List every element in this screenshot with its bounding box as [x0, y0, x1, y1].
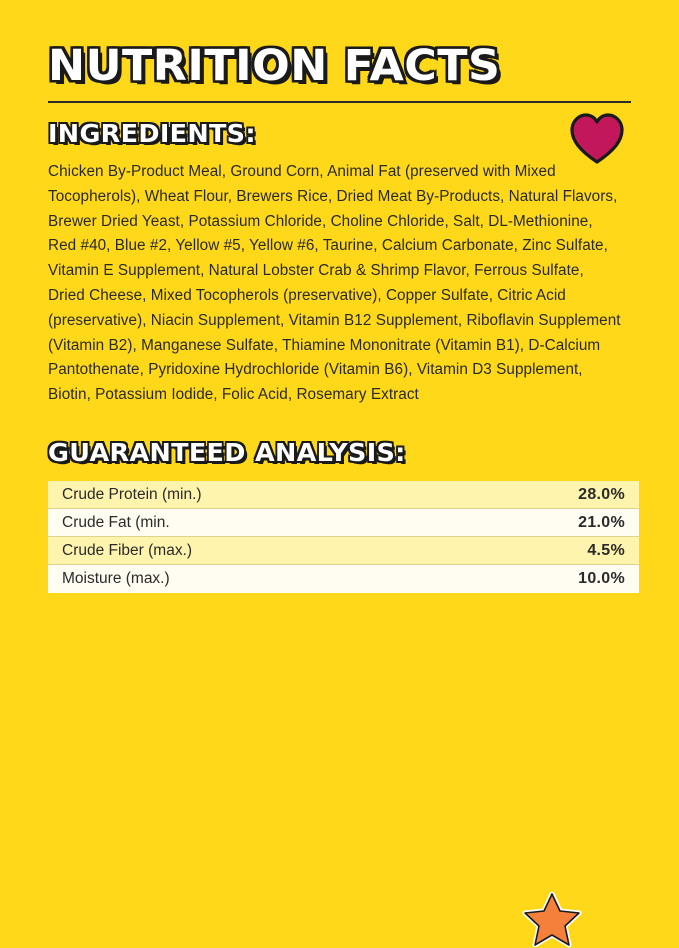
guaranteed-analysis-table [48, 481, 639, 593]
guaranteed-analysis-heading: GUARANTEED ANALYSIS: [48, 437, 406, 467]
table-row [48, 481, 639, 509]
nutrient-value: 21.0% [456, 509, 639, 537]
nutrient-label: Moisture (max.) [48, 565, 456, 593]
heart-icon [569, 112, 625, 164]
title-divider [48, 101, 631, 103]
nutrient-label: Crude Protein (min.) [48, 481, 456, 509]
nutrient-value: 28.0% [456, 481, 639, 509]
nutrient-value: 4.5% [456, 537, 639, 565]
nutrient-value: 10.0% [456, 565, 639, 593]
table-row [48, 509, 639, 537]
guaranteed-analysis-section [44, 438, 635, 593]
page-title: NUTRITION FACTS [48, 41, 501, 91]
star-icon [522, 890, 582, 948]
ingredients-text: Chicken By-Product Meal, Ground Corn, Animal Fat (preserved with Mixed Tocopherols), Wheat Flour, Brewers Rice, Dried Meat By-Products, Natural Flavors, Brewer Dried Yeast, Potassium Chloride, Choline Chloride, Salt, DL-Methionine, Red #40, Blue #2, Yellow #5, Yellow #6, Taurine, Calcium Carbonate, Zinc Sulfate, Vitamin E Supplement, Natural Lobster Crab & Shrimp Flavor, Ferrous Sulfate, Dried Cheese, Mixed Tocopherols (preservative), Copper Sulfate, Citric Acid (preservative), Niacin Supplement, Vitamin B12 Supplement, Riboflavin Supplement (Vitamin B2), Manganese Sulfate, Thiamine Mononitrate (Vitamin B1), D-Calcium Pantothenate, Pyridoxine Hydrochloride (Vitamin B6), Vitamin D3 Supplement, Biotin, Potassium Iodide, Folic Acid, Rosemary Extract [48, 163, 621, 404]
nutrient-label: Crude Fiber (max.) [48, 537, 456, 565]
table-row [48, 537, 639, 565]
ingredients-heading: INGREDIENTS: [48, 119, 256, 149]
table-row [48, 565, 639, 593]
nutrient-label: Crude Fat (min. [48, 509, 456, 537]
